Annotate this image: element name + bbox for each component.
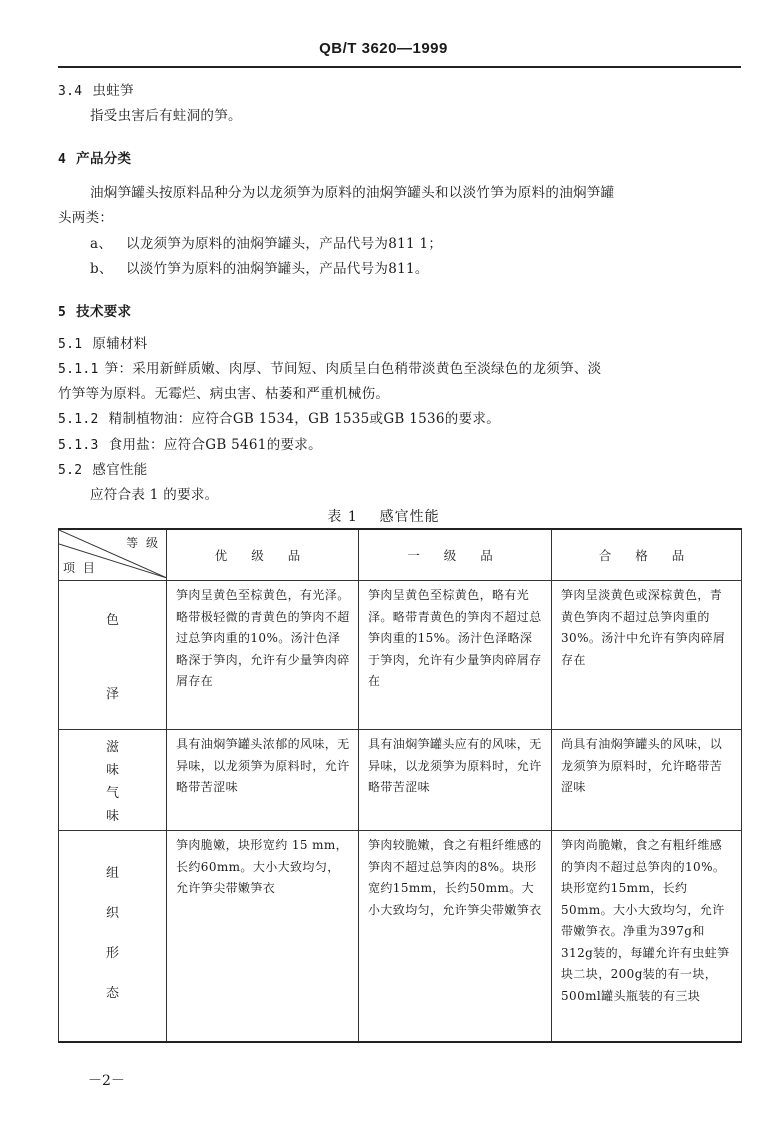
section-3-4-heading xyxy=(58,79,134,99)
standard-code: QB/T 3620—1999 xyxy=(319,40,448,57)
level-header-qualified: 合 格 品 xyxy=(552,529,742,581)
section-title: 虫蛀笋 xyxy=(92,83,134,99)
item-char: 滋 xyxy=(105,740,119,755)
table-row-taste xyxy=(59,730,742,831)
section-5-1-1-line2: 竹笋等为原料。无霉烂、病虫害、枯萎和严重机械伤。 xyxy=(58,386,390,402)
table-cell: 笋肉脆嫩，块形宽约 15 mm，长约60mm。大小大致均匀，允许笋尖带嫩笋衣 xyxy=(167,831,359,1043)
section-number: 5.2 xyxy=(58,463,83,478)
item-char: 泽 xyxy=(105,686,119,702)
section-number: 4 xyxy=(58,152,67,167)
header-rule xyxy=(58,66,741,68)
table-cell: 尚具有油焖笋罐头的风味，以龙须笋为原料时，允许略带苦涩味 xyxy=(552,730,742,831)
sensory-table xyxy=(58,528,742,1043)
item-char: 组 xyxy=(105,865,119,881)
level-header-first: 一 级 品 xyxy=(359,529,552,581)
section-number: 5.1.1 xyxy=(58,362,99,377)
section-5-1-3 xyxy=(58,433,322,453)
section-5-heading xyxy=(58,300,131,320)
section-5-2-text: 应符合表 1 的要求。 xyxy=(90,487,219,503)
section-4-para-line1: 油焖笋罐头按原料品种分为以龙须笋为原料的油焖笋罐头和以淡竹笋为原料的油焖笋罐 xyxy=(90,185,615,201)
section-number: 3.4 xyxy=(58,84,83,99)
list-item-a xyxy=(90,232,442,252)
corner-item-label: 项 目 xyxy=(63,561,97,575)
item-char: 织 xyxy=(105,905,119,921)
section-title: 产品分类 xyxy=(76,151,132,167)
table-cell: 具有油焖笋罐头应有的风味，无异味，以龙须笋为原料时，允许略带苦涩味 xyxy=(359,730,552,831)
table-row-color xyxy=(59,581,742,730)
section-text: 食用盐：应符合GB 5461的要求。 xyxy=(108,437,322,453)
list-marker: b、 xyxy=(90,261,113,277)
item-char: 味 xyxy=(105,763,119,778)
table-cell: 笋肉呈黄色至棕黄色，有光泽。略带极轻微的青黄色的笋肉不超过总笋肉重的10%。汤汁色泽略深于笋肉，允许有少量笋肉碎屑存在 xyxy=(167,581,359,730)
section-number: 5 xyxy=(58,305,67,320)
item-char: 气 xyxy=(105,786,119,801)
table-caption-number: 表 1 xyxy=(327,509,358,525)
section-3-4-text: 指受虫害后有蛀洞的笋。 xyxy=(90,108,242,124)
table-row-texture xyxy=(59,831,742,1043)
table-corner-cell xyxy=(59,529,167,581)
list-marker: a、 xyxy=(90,236,113,252)
list-item-b xyxy=(90,257,429,277)
section-5-1-1-line1 xyxy=(58,357,601,377)
section-5-1-heading xyxy=(58,332,148,352)
item-char: 态 xyxy=(105,985,119,1001)
list-text: 以龙须笋为原料的油焖笋罐头，产品代号为811 1； xyxy=(126,236,443,252)
table-header-row xyxy=(59,529,742,581)
item-char: 色 xyxy=(105,612,119,628)
level-header-superior: 优 级 品 xyxy=(167,529,359,581)
table-caption xyxy=(0,506,767,526)
item-char: 形 xyxy=(105,945,119,961)
row-item-label xyxy=(59,831,167,1043)
table-cell: 具有油焖笋罐头浓郁的风味，无异味，以龙须笋为原料时，允许略带苦涩味 xyxy=(167,730,359,831)
table-cell: 笋肉尚脆嫩，食之有粗纤维感的笋肉不超过总笋肉的10%。块形宽约15mm，长约 50mm。大小大致均匀，允许带嫩笋衣。净重为397g和312g装的，每罐允许有虫蛀笋块二块，200g装的有一块，500ml罐头瓶装的有三块 xyxy=(552,831,742,1043)
item-char: 味 xyxy=(105,809,119,824)
row-item-label xyxy=(59,581,167,730)
table-cell: 笋肉呈黄色至棕黄色，略有光泽。略带青黄色的笋肉不超过总笋肉重的15%。汤汁色泽略深于笋肉，允许有少量笋肉碎屑存在 xyxy=(359,581,552,730)
table-cell: 笋肉较脆嫩，食之有粗纤维感的笋肉不超过总笋肉的8%。块形宽约15mm，长约50mm。大小大致均匀，允许笋尖带嫩笋衣 xyxy=(359,831,552,1043)
section-5-1-2 xyxy=(58,407,500,427)
corner-level-label: 等 级 xyxy=(126,536,160,550)
section-title: 原辅材料 xyxy=(92,336,148,352)
page-number: －2－ xyxy=(88,1073,125,1089)
section-number: 5.1.3 xyxy=(58,438,99,453)
section-5-2-heading xyxy=(58,458,148,478)
table-caption-title: 感官性能 xyxy=(379,509,440,525)
section-text: 笋：采用新鲜质嫩、肉厚、节间短、肉质呈白色稍带淡黄色至淡绿色的龙须笋、淡 xyxy=(104,361,602,377)
section-title: 技术要求 xyxy=(76,304,132,320)
list-text: 以淡竹笋为原料的油焖笋罐头，产品代号为811。 xyxy=(126,261,429,277)
section-text: 精制植物油：应符合GB 1534，GB 1535或GB 1536的要求。 xyxy=(108,411,500,427)
section-title: 感官性能 xyxy=(92,462,148,478)
row-item-label xyxy=(59,730,167,831)
table-cell: 笋肉呈淡黄色或深棕黄色，青黄色笋肉不超过总笋肉重的30%。汤汁中允许有笋肉碎屑存在 xyxy=(552,581,742,730)
section-number: 5.1.2 xyxy=(58,412,99,427)
section-4-para-line2: 头两类： xyxy=(58,210,114,226)
section-number: 5.1 xyxy=(58,337,83,352)
section-4-heading xyxy=(58,147,131,167)
